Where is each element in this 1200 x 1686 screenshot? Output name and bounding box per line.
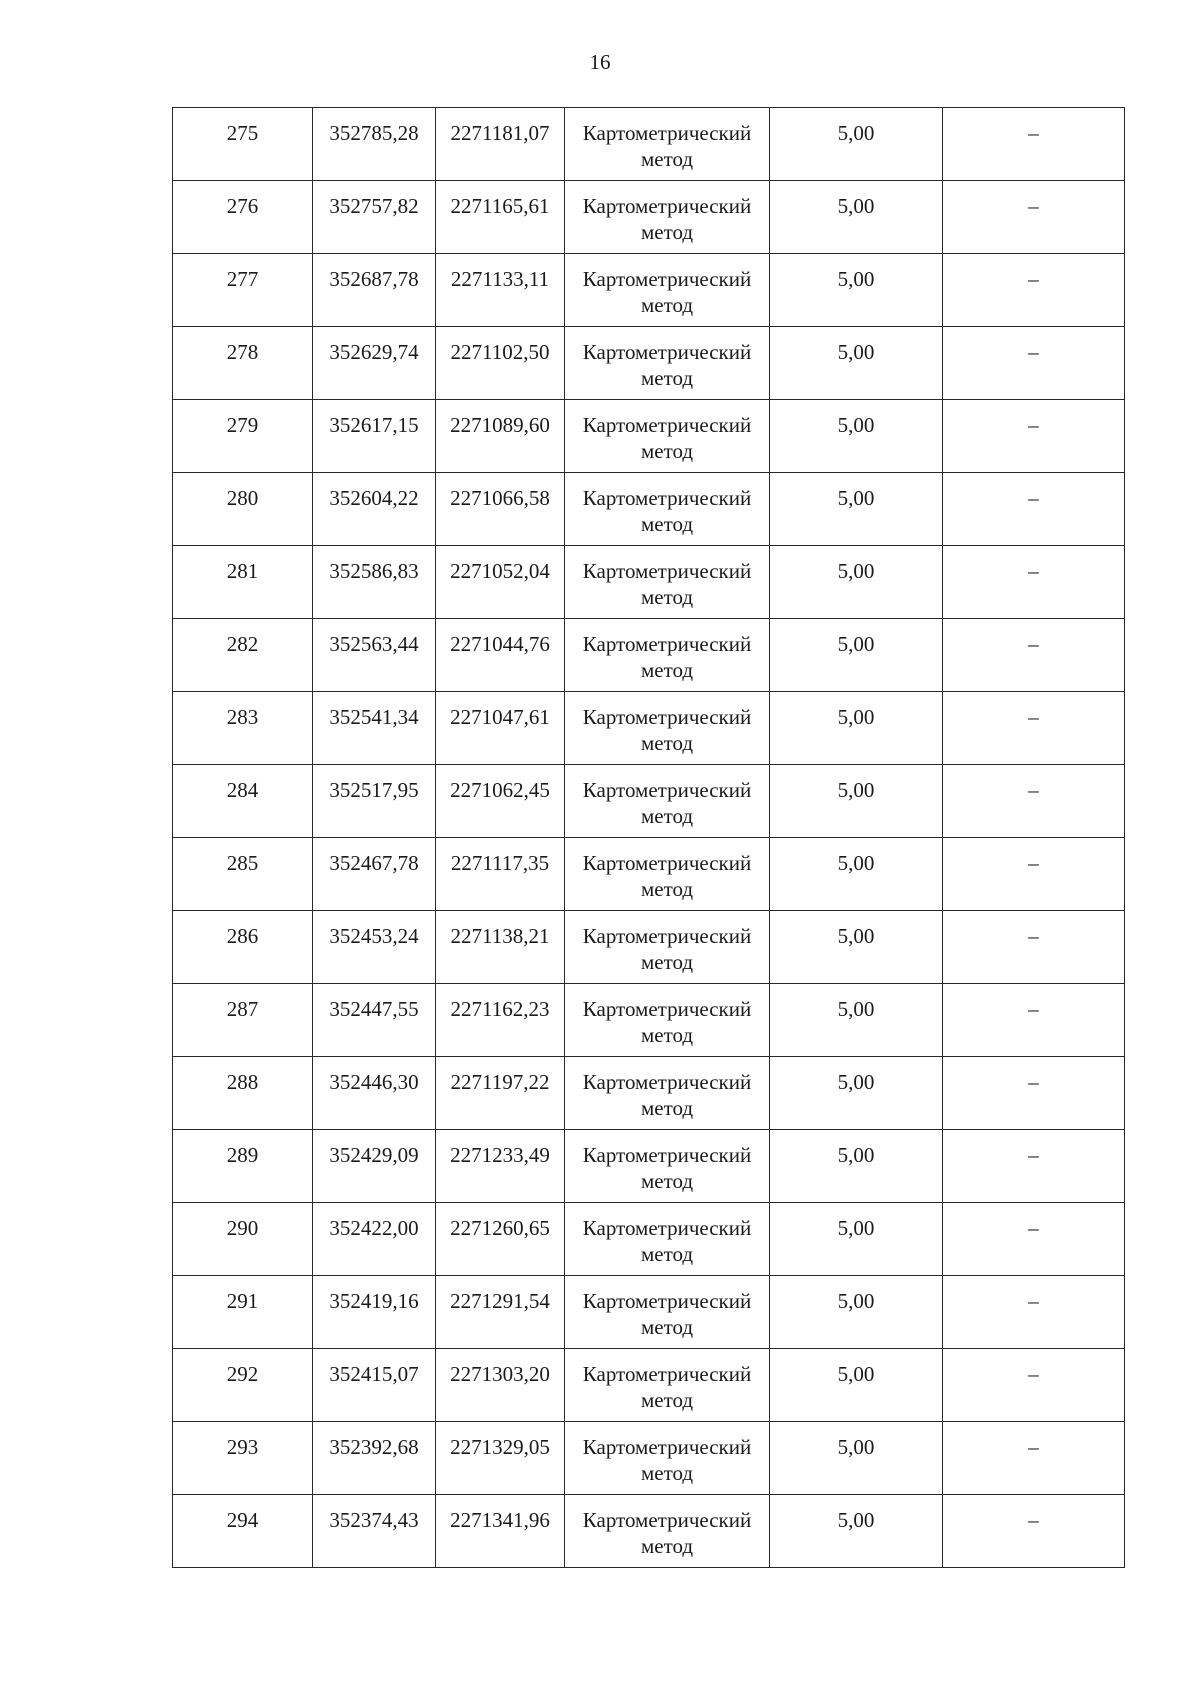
table-row [173,911,1125,984]
point-number-cell [173,765,313,838]
x-coordinate: 352374,43 [329,1508,419,1532]
y-coordinate: 2271102,50 [450,340,550,364]
note-cell [943,1349,1125,1422]
note-dash: – [1028,1508,1039,1532]
y-coordinate-cell [436,1130,565,1203]
point-number-cell [173,984,313,1057]
note-dash: – [1028,1362,1039,1386]
precision-value: 5,00 [837,924,875,948]
method-text: Картометрический метод [582,1070,752,1120]
note-cell [943,1057,1125,1130]
point-number-cell [173,1349,313,1422]
point-number: 287 [226,997,259,1021]
method-text: Картометрический метод [582,997,752,1047]
method-cell [565,984,770,1057]
point-number-cell [173,1057,313,1130]
method-text: Картометрический метод [582,1216,752,1266]
y-coordinate-cell [436,1057,565,1130]
table-row [173,1203,1125,1276]
precision-value: 5,00 [837,1362,875,1386]
y-coordinate: 2271341,96 [450,1508,550,1532]
method-text: Картометрический метод [582,1289,752,1339]
method-cell [565,911,770,984]
precision-cell [770,765,943,838]
y-coordinate-cell [436,327,565,400]
note-cell [943,546,1125,619]
x-coordinate-cell [313,327,436,400]
precision-cell [770,473,943,546]
table-row [173,1495,1125,1568]
method-cell [565,400,770,473]
precision-cell [770,1349,943,1422]
y-coordinate: 2271162,23 [450,997,550,1021]
y-coordinate: 2271089,60 [450,413,550,437]
x-coordinate: 352629,74 [329,340,419,364]
point-number: 288 [226,1070,259,1094]
x-coordinate: 352785,28 [329,121,419,145]
x-coordinate-cell [313,984,436,1057]
method-text: Картометрический метод [582,559,752,609]
note-cell [943,1203,1125,1276]
x-coordinate: 352604,22 [329,486,419,510]
x-coordinate: 352757,82 [329,194,419,218]
point-number-cell [173,1276,313,1349]
x-coordinate-cell [313,1495,436,1568]
method-cell [565,1130,770,1203]
point-number-cell [173,400,313,473]
precision-cell [770,838,943,911]
method-cell [565,838,770,911]
method-cell [565,1203,770,1276]
x-coordinate-cell [313,1349,436,1422]
y-coordinate-cell [436,911,565,984]
precision-value: 5,00 [837,778,875,802]
y-coordinate-cell [436,1276,565,1349]
x-coordinate: 352563,44 [329,632,419,656]
method-cell [565,1422,770,1495]
point-number-cell [173,1495,313,1568]
point-number: 276 [226,194,259,218]
x-coordinate: 352541,34 [329,705,419,729]
method-text: Картометрический метод [582,1362,752,1412]
x-coordinate: 352617,15 [329,413,419,437]
y-coordinate-cell [436,400,565,473]
x-coordinate-cell [313,1422,436,1495]
note-dash: – [1028,997,1039,1021]
note-dash: – [1028,632,1039,656]
x-coordinate: 352517,95 [329,778,419,802]
y-coordinate-cell [436,692,565,765]
note-dash: – [1028,1070,1039,1094]
y-coordinate: 2271052,04 [450,559,550,583]
precision-value: 5,00 [837,1070,875,1094]
note-dash: – [1028,267,1039,291]
y-coordinate-cell [436,1422,565,1495]
note-dash: – [1028,705,1039,729]
precision-cell [770,181,943,254]
precision-value: 5,00 [837,1289,875,1313]
note-dash: – [1028,924,1039,948]
point-number: 285 [226,851,259,875]
point-number-cell [173,911,313,984]
note-dash: – [1028,1216,1039,1240]
point-number-cell [173,473,313,546]
y-coordinate-cell [436,108,565,181]
point-number: 286 [226,924,259,948]
note-dash: – [1028,1143,1039,1167]
method-text: Картометрический метод [582,194,752,244]
note-dash: – [1028,851,1039,875]
point-number: 279 [226,413,259,437]
y-coordinate: 2271260,65 [450,1216,550,1240]
note-cell [943,254,1125,327]
precision-cell [770,1130,943,1203]
precision-cell [770,1495,943,1568]
point-number: 283 [226,705,259,729]
y-coordinate-cell [436,1349,565,1422]
point-number: 289 [226,1143,259,1167]
note-dash: – [1028,1289,1039,1313]
note-dash: – [1028,486,1039,510]
table-row [173,1276,1125,1349]
point-number-cell [173,108,313,181]
note-dash: – [1028,121,1039,145]
method-cell [565,765,770,838]
note-cell [943,1422,1125,1495]
precision-value: 5,00 [837,1435,875,1459]
y-coordinate: 2271303,20 [450,1362,550,1386]
y-coordinate: 2271197,22 [450,1070,550,1094]
point-number-cell [173,838,313,911]
precision-value: 5,00 [837,194,875,218]
method-cell [565,1276,770,1349]
method-cell [565,1057,770,1130]
note-dash: – [1028,778,1039,802]
note-dash: – [1028,194,1039,218]
point-number: 293 [226,1435,259,1459]
note-cell [943,692,1125,765]
x-coordinate-cell [313,181,436,254]
point-number-cell [173,619,313,692]
point-number-cell [173,1130,313,1203]
x-coordinate: 352419,16 [329,1289,419,1313]
method-cell [565,619,770,692]
precision-cell [770,254,943,327]
table-row [173,692,1125,765]
x-coordinate: 352429,09 [329,1143,419,1167]
note-cell [943,181,1125,254]
x-coordinate-cell [313,1276,436,1349]
precision-cell [770,400,943,473]
x-coordinate: 352447,55 [329,997,419,1021]
method-cell [565,692,770,765]
x-coordinate-cell [313,473,436,546]
precision-cell [770,692,943,765]
note-cell [943,1495,1125,1568]
precision-cell [770,327,943,400]
method-cell [565,1495,770,1568]
precision-value: 5,00 [837,1508,875,1532]
point-number: 284 [226,778,259,802]
y-coordinate: 2271044,76 [450,632,550,656]
x-coordinate-cell [313,911,436,984]
y-coordinate: 2271291,54 [450,1289,550,1313]
precision-value: 5,00 [837,121,875,145]
y-coordinate: 2271047,61 [450,705,550,729]
table-row [173,108,1125,181]
method-cell [565,254,770,327]
note-cell [943,765,1125,838]
y-coordinate: 2271066,58 [450,486,550,510]
y-coordinate-cell [436,254,565,327]
point-number: 280 [226,486,259,510]
x-coordinate-cell [313,619,436,692]
x-coordinate-cell [313,254,436,327]
y-coordinate: 2271117,35 [450,851,550,875]
note-dash: – [1028,559,1039,583]
precision-value: 5,00 [837,1143,875,1167]
method-text: Картометрический метод [582,778,752,828]
precision-value: 5,00 [837,267,875,291]
table-row [173,1422,1125,1495]
x-coordinate-cell [313,108,436,181]
precision-cell [770,1422,943,1495]
x-coordinate: 352392,68 [329,1435,419,1459]
table-row [173,1130,1125,1203]
note-cell [943,911,1125,984]
note-cell [943,619,1125,692]
method-cell [565,108,770,181]
y-coordinate: 2271165,61 [450,194,550,218]
table-row [173,546,1125,619]
method-text: Картометрический метод [582,851,752,901]
y-coordinate: 2271062,45 [450,778,550,802]
precision-cell [770,911,943,984]
precision-value: 5,00 [837,1216,875,1240]
y-coordinate-cell [436,1495,565,1568]
y-coordinate: 2271233,49 [450,1143,550,1167]
point-number: 290 [226,1216,259,1240]
table-row [173,473,1125,546]
x-coordinate-cell [313,838,436,911]
point-number-cell [173,1422,313,1495]
x-coordinate: 352687,78 [329,267,419,291]
x-coordinate-cell [313,1057,436,1130]
table-row [173,984,1125,1057]
x-coordinate: 352586,83 [329,559,419,583]
precision-value: 5,00 [837,997,875,1021]
table-row [173,838,1125,911]
method-cell [565,327,770,400]
method-text: Картометрический метод [582,924,752,974]
x-coordinate: 352467,78 [329,851,419,875]
precision-value: 5,00 [837,632,875,656]
point-number-cell [173,692,313,765]
x-coordinate: 352422,00 [329,1216,419,1240]
point-number: 291 [226,1289,259,1313]
method-text: Картометрический метод [582,1508,752,1558]
note-cell [943,1130,1125,1203]
method-cell [565,546,770,619]
method-cell [565,181,770,254]
x-coordinate-cell [313,400,436,473]
table-row [173,765,1125,838]
table-row [173,181,1125,254]
precision-value: 5,00 [837,413,875,437]
y-coordinate-cell [436,619,565,692]
point-number: 278 [226,340,259,364]
note-dash: – [1028,340,1039,364]
point-number-cell [173,546,313,619]
note-cell [943,400,1125,473]
method-text: Картометрический метод [582,705,752,755]
note-cell [943,984,1125,1057]
point-number: 281 [226,559,259,583]
x-coordinate: 352415,07 [329,1362,419,1386]
method-text: Картометрический метод [582,121,752,171]
x-coordinate-cell [313,765,436,838]
note-dash: – [1028,413,1039,437]
note-cell [943,838,1125,911]
coordinates-table-body [173,108,1125,1568]
note-dash: – [1028,1435,1039,1459]
method-text: Картометрический метод [582,486,752,536]
precision-cell [770,1057,943,1130]
precision-value: 5,00 [837,340,875,364]
page-number: 16 [589,50,611,74]
method-text: Картометрический метод [582,632,752,682]
point-number-cell [173,254,313,327]
table-row [173,1057,1125,1130]
table-row [173,254,1125,327]
x-coordinate: 352453,24 [329,924,419,948]
table-row [173,400,1125,473]
method-text: Картометрический метод [582,1435,752,1485]
y-coordinate-cell [436,181,565,254]
y-coordinate: 2271181,07 [450,121,550,145]
y-coordinate-cell [436,765,565,838]
y-coordinate-cell [436,984,565,1057]
note-cell [943,1276,1125,1349]
note-cell [943,473,1125,546]
table-row [173,619,1125,692]
x-coordinate-cell [313,1203,436,1276]
y-coordinate: 2271138,21 [450,924,550,948]
y-coordinate-cell [436,1203,565,1276]
point-number: 277 [226,267,259,291]
method-text: Картометрический метод [582,267,752,317]
precision-value: 5,00 [837,705,875,729]
precision-cell [770,1203,943,1276]
x-coordinate: 352446,30 [329,1070,419,1094]
precision-cell [770,984,943,1057]
method-cell [565,473,770,546]
point-number-cell [173,181,313,254]
note-cell [943,327,1125,400]
y-coordinate-cell [436,473,565,546]
method-text: Картометрический метод [582,340,752,390]
precision-cell [770,619,943,692]
method-text: Картометрический метод [582,413,752,463]
table-row [173,1349,1125,1422]
precision-cell [770,1276,943,1349]
precision-value: 5,00 [837,851,875,875]
x-coordinate-cell [313,546,436,619]
precision-cell [770,546,943,619]
x-coordinate-cell [313,692,436,765]
point-number: 294 [226,1508,259,1532]
point-number-cell [173,327,313,400]
precision-cell [770,108,943,181]
x-coordinate-cell [313,1130,436,1203]
method-cell [565,1349,770,1422]
method-text: Картометрический метод [582,1143,752,1193]
coordinates-table [172,107,1125,1568]
y-coordinate-cell [436,546,565,619]
point-number: 282 [226,632,259,656]
precision-value: 5,00 [837,486,875,510]
point-number: 275 [226,121,259,145]
y-coordinate: 2271133,11 [450,267,550,291]
y-coordinate-cell [436,838,565,911]
y-coordinate: 2271329,05 [450,1435,550,1459]
note-cell [943,108,1125,181]
table-row [173,327,1125,400]
point-number-cell [173,1203,313,1276]
point-number: 292 [226,1362,259,1386]
precision-value: 5,00 [837,559,875,583]
